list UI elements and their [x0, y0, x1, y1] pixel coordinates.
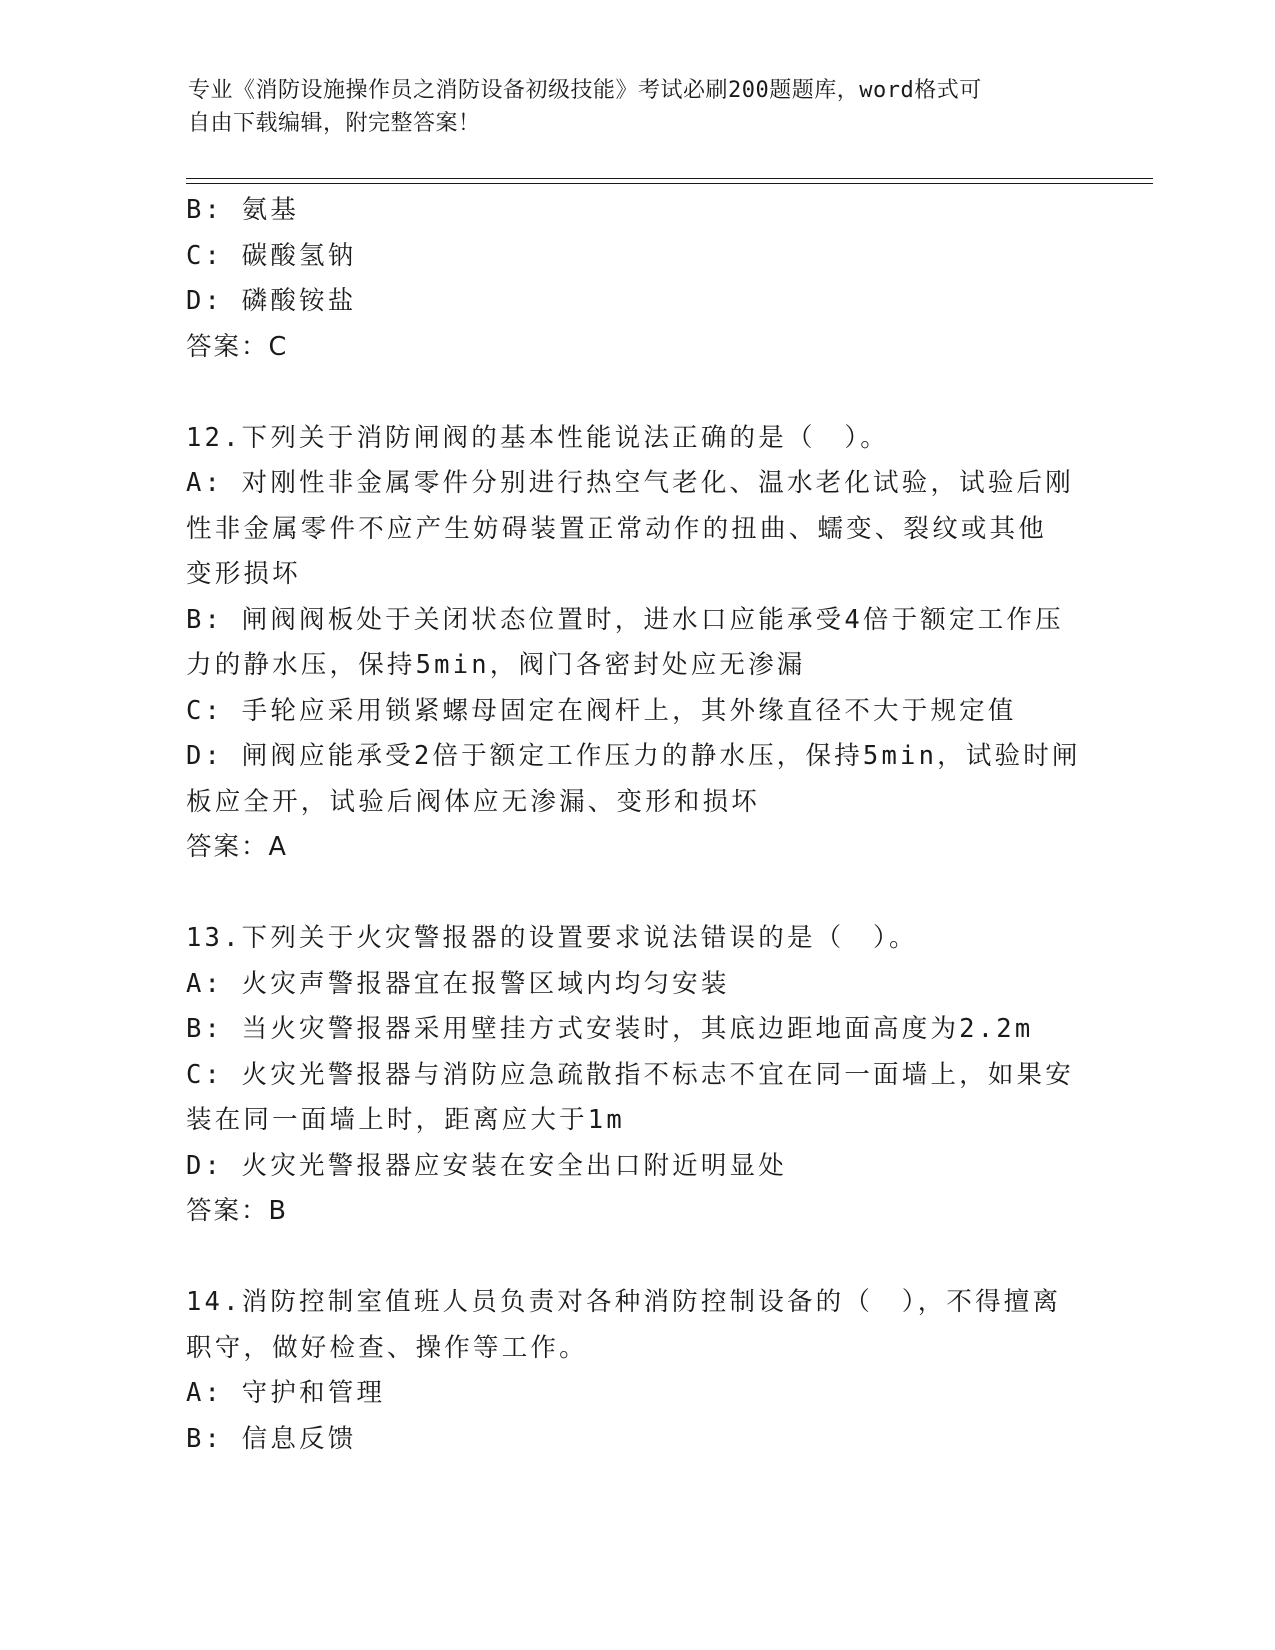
option-b-line-1: B: 信息反馈: [186, 1423, 357, 1454]
question-14: [186, 1280, 1086, 1462]
question-list: [186, 188, 1086, 1462]
header-line-1: 专业《消防设施操作员之消防设备初级技能》考试必刷200题题库，word格式可: [188, 78, 982, 103]
option-a-line-1: A: 火灾声警报器宜在报警区域内均匀安装: [186, 968, 730, 999]
option-a-line-1: A: 守护和管理: [186, 1378, 386, 1408]
option-a-line-3: 变形损坏: [186, 559, 301, 589]
header-rule-top: [186, 178, 1153, 179]
header-line-2: 自由下载编辑，附完整答案！: [188, 111, 481, 136]
spacer: [186, 1235, 1086, 1281]
option-c-line-1: C: 手轮应采用锁紧螺母固定在阀杆上，其外缘直径不大于规定值: [186, 695, 1017, 726]
option-a-line-2: 性非金属零件不应产生妨碍装置正常动作的扭曲、蠕变、裂纹或其他: [186, 513, 1048, 544]
option-c: C: 碳酸氢钠: [186, 240, 357, 271]
option-d: D: 磷酸铵盐: [186, 286, 357, 316]
option-d-line-1: D: 闸阀应能承受2倍于额定工作压力的静水压，保持5min，试验时闸: [186, 741, 1081, 771]
option-a-line-1: A: 对刚性非金属零件分别进行热空气老化、温水老化试验，试验后刚: [186, 468, 1074, 498]
question-stem-line-2: 职守，做好检查、操作等工作。: [186, 1332, 588, 1363]
question-13: [186, 916, 1086, 1235]
question-11-tail: [186, 188, 1086, 370]
question-stem-line-1: 14.消防控制室值班人员负责对各种消防控制设备的（ ），不得擅离: [186, 1287, 1062, 1317]
option-b-line-1: B: 闸阀阀板处于关闭状态位置时，进水口应能承受4倍于额定工作压: [186, 604, 1064, 635]
answer-label: 答案：B: [186, 1196, 288, 1226]
answer-label: 答案：A: [186, 832, 288, 862]
spacer: [186, 871, 1086, 917]
option-b-line-2: 力的静水压，保持5min，阀门各密封处应无渗漏: [186, 650, 806, 680]
option-d-line-2: 板应全开，试验后阀体应无渗漏、变形和损坏: [186, 786, 761, 817]
header-rule-bottom: [186, 183, 1153, 184]
spacer: [186, 370, 1086, 416]
question-stem: 12.下列关于消防闸阀的基本性能说法正确的是（ ）。: [186, 422, 890, 453]
document-header: [188, 74, 1088, 140]
option-d-line-1: D: 火灾光警报器应安装在安全出口附近明显处: [186, 1150, 787, 1181]
option-c-line-1: C: 火灾光警报器与消防应急疏散指不标志不宜在同一面墙上，如果安: [186, 1059, 1074, 1090]
question-stem: 13.下列关于火灾警报器的设置要求说法错误的是（ ）。: [186, 923, 918, 953]
option-b: B: 氨基: [186, 195, 300, 225]
answer-label: 答案：C: [186, 331, 289, 362]
option-c-line-2: 装在同一面墙上时，距离应大于1m: [186, 1105, 625, 1135]
question-12: [186, 416, 1086, 871]
option-b-line-1: B: 当火灾警报器采用壁挂方式安装时，其底边距地面高度为2.2m: [186, 1014, 1034, 1044]
